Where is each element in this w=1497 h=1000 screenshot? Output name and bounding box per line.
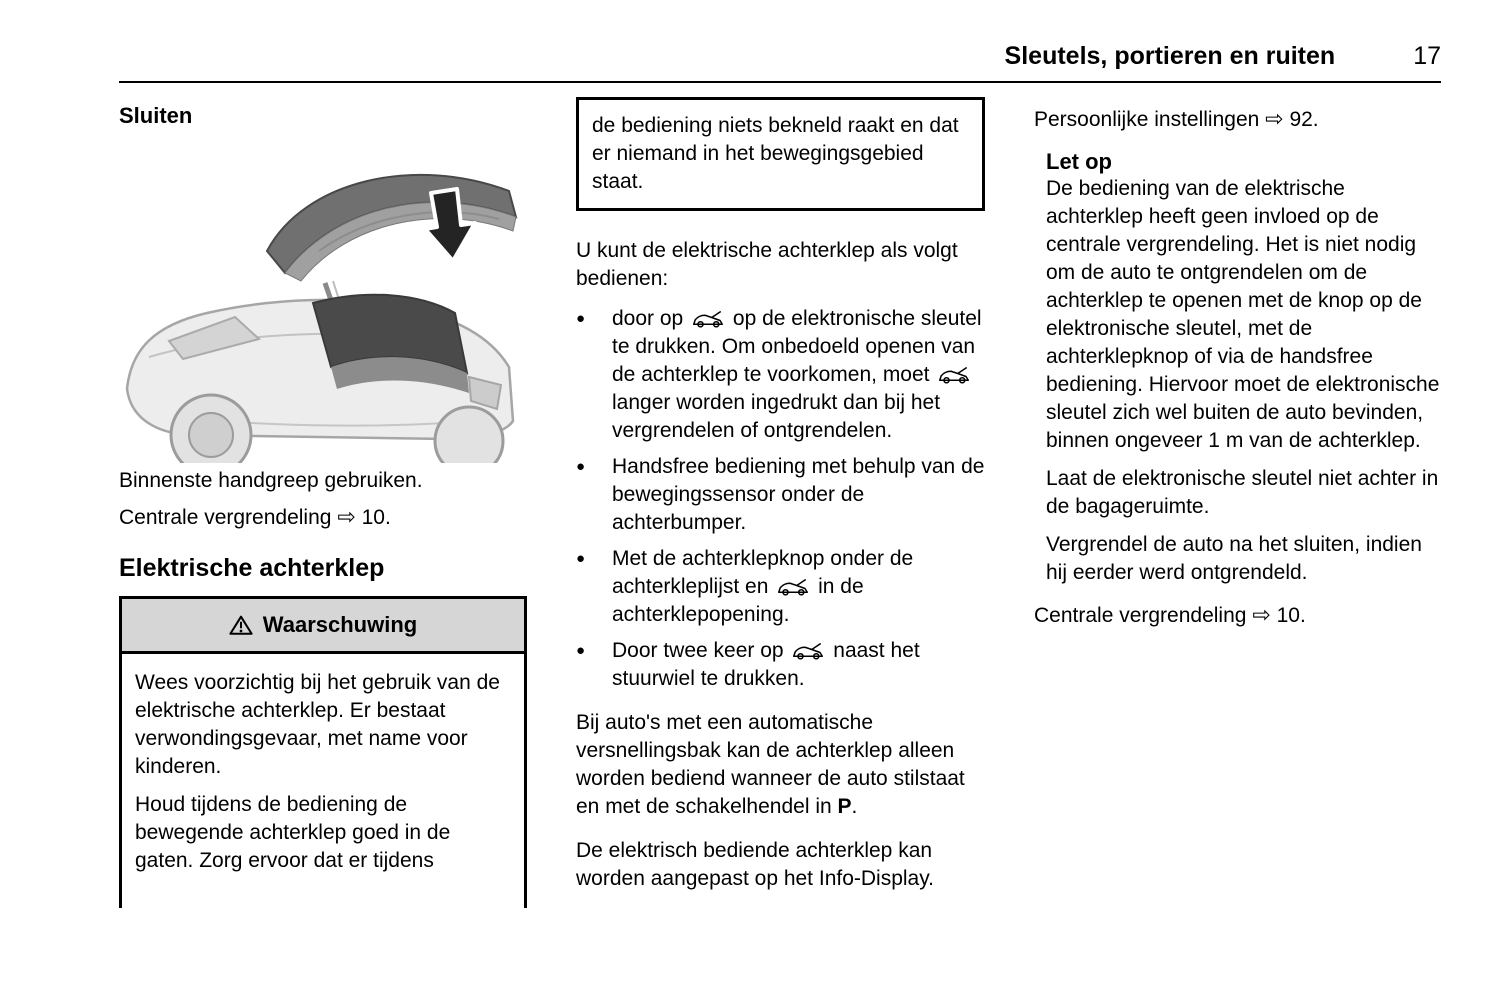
- illustration-caption: Binnenste handgreep gebruiken.: [119, 469, 423, 492]
- note-heading: Let op: [1046, 149, 1112, 174]
- list-item-text: Door twee keer op: [612, 639, 790, 662]
- list-item-text: Handsfree bediening met behulp van de bewegingssensor onder de achterbumper.: [612, 455, 985, 534]
- page-number: 17: [1413, 42, 1441, 70]
- crossref-arrow-icon: ⇨: [337, 504, 356, 529]
- warning-box: [119, 596, 527, 908]
- info-display-note: De elektrisch bediende achterklep kan worden aangepast op het Info-Display.: [576, 839, 935, 890]
- list-item: [576, 637, 985, 693]
- list-item-text: naast het stuurwiel te drukken.: [612, 639, 920, 690]
- crossref-target: 10.: [1276, 604, 1306, 627]
- warning-paragraph: Houd tijdens de bediening de bewegende achterklep goed in de gaten. Zorg ervoor dat er tijdens: [135, 793, 451, 872]
- bullet-marker: ●: [576, 642, 586, 659]
- crossref-central-locking: [119, 503, 527, 532]
- operation-list: [576, 305, 985, 693]
- list-item: [576, 545, 985, 629]
- note-paragraph: De bediening van de elektrische achterklep heeft geen invloed op de centrale vergrendeling. Het is niet nodig om de auto te ontgrendelen om de achterklep te openen met de knop op de elektronische sleutel, met de achterklepknop of via de handsfree bediening. Hiervoor moet de elektronische sleutel zich wel buiten de auto bevinden, binnen ongeveer 1 m van de achterklep.: [1046, 177, 1440, 452]
- crossref-target: 10.: [361, 506, 391, 529]
- content-columns: [119, 83, 1442, 908]
- crossref-text: Persoonlijke instellingen: [1034, 108, 1260, 131]
- gear-position-p: P: [837, 795, 852, 818]
- column-left: [119, 83, 527, 908]
- column-right: [1034, 83, 1442, 630]
- crossref-arrow-icon: ⇨: [1252, 602, 1271, 627]
- car-tailgate-illustration: [119, 131, 527, 463]
- column-middle: [576, 83, 985, 893]
- note-paragraph: Laat de elektronische sleutel niet achter in de bagageruimte.: [1046, 467, 1439, 518]
- note-block: [1034, 149, 1442, 587]
- warning-triangle-icon: [229, 614, 253, 636]
- list-item-text: door op: [612, 307, 690, 330]
- warning-box-body: [122, 654, 524, 875]
- section-heading-elektrische-achterklep: Elektrische achterklep: [119, 554, 385, 582]
- warning-box-header: [122, 599, 524, 654]
- chapter-title: Sleutels, portieren en ruiten: [1004, 42, 1336, 70]
- crossref-personal-settings: [1034, 105, 1442, 134]
- crossref-text: Centrale vergrendeling: [1034, 604, 1247, 627]
- list-item-text: Met de achterklepknop onder de achterkleplijst en: [612, 547, 914, 598]
- car-open-tailgate-icon: [789, 642, 827, 660]
- list-item-text: langer worden ingedrukt dan bij het vergrendelen of ontgrendelen.: [612, 391, 941, 442]
- list-item-text: in de achterklepopening.: [612, 575, 864, 626]
- warning-paragraph: Wees voorzichtig bij het gebruik van de elektrische achterklep. Er bestaat verwondingsgevaar, met name voor kinderen.: [135, 671, 500, 778]
- crossref-text: Centrale vergrendeling: [119, 506, 332, 529]
- crossref-arrow-icon: ⇨: [1265, 106, 1284, 131]
- section-heading-sluiten: Sluiten: [119, 103, 193, 128]
- operation-intro: U kunt de elektrische achterklep als volgt bedienen:: [576, 239, 958, 290]
- list-item-text: op de elektronische sleutel te drukken. Om onbedoeld openen van de achterklep te voorkomen, moet: [612, 307, 982, 386]
- warning-paragraph-continued: de bediening niets bekneld raakt en dat er niemand in het bewegingsgebied staat.: [592, 114, 959, 193]
- note-paragraph: Vergrendel de auto na het sluiten, indien hij eerder werd ontgrendeld.: [1046, 533, 1422, 584]
- list-item: [576, 453, 985, 537]
- bullet-marker: ●: [576, 458, 586, 475]
- bullet-marker: ●: [576, 310, 586, 327]
- automatic-gearbox-note: Bij auto's met een automatische versnellingsbak kan de achterklep alleen worden bediend wanneer de auto stilstaat en met de schakelhendel in P.: [576, 711, 965, 818]
- car-open-tailgate-icon: [935, 366, 973, 384]
- car-open-tailgate-icon: [774, 578, 812, 596]
- crossref-central-locking-bottom: [1034, 601, 1442, 630]
- crossref-target: 92.: [1289, 108, 1319, 131]
- warning-box-continued: [576, 97, 985, 211]
- bullet-marker: ●: [576, 550, 586, 567]
- list-item: [576, 305, 985, 445]
- warning-title: Waarschuwing: [262, 612, 418, 637]
- car-open-tailgate-icon: [689, 310, 727, 328]
- page-header: [119, 0, 1441, 83]
